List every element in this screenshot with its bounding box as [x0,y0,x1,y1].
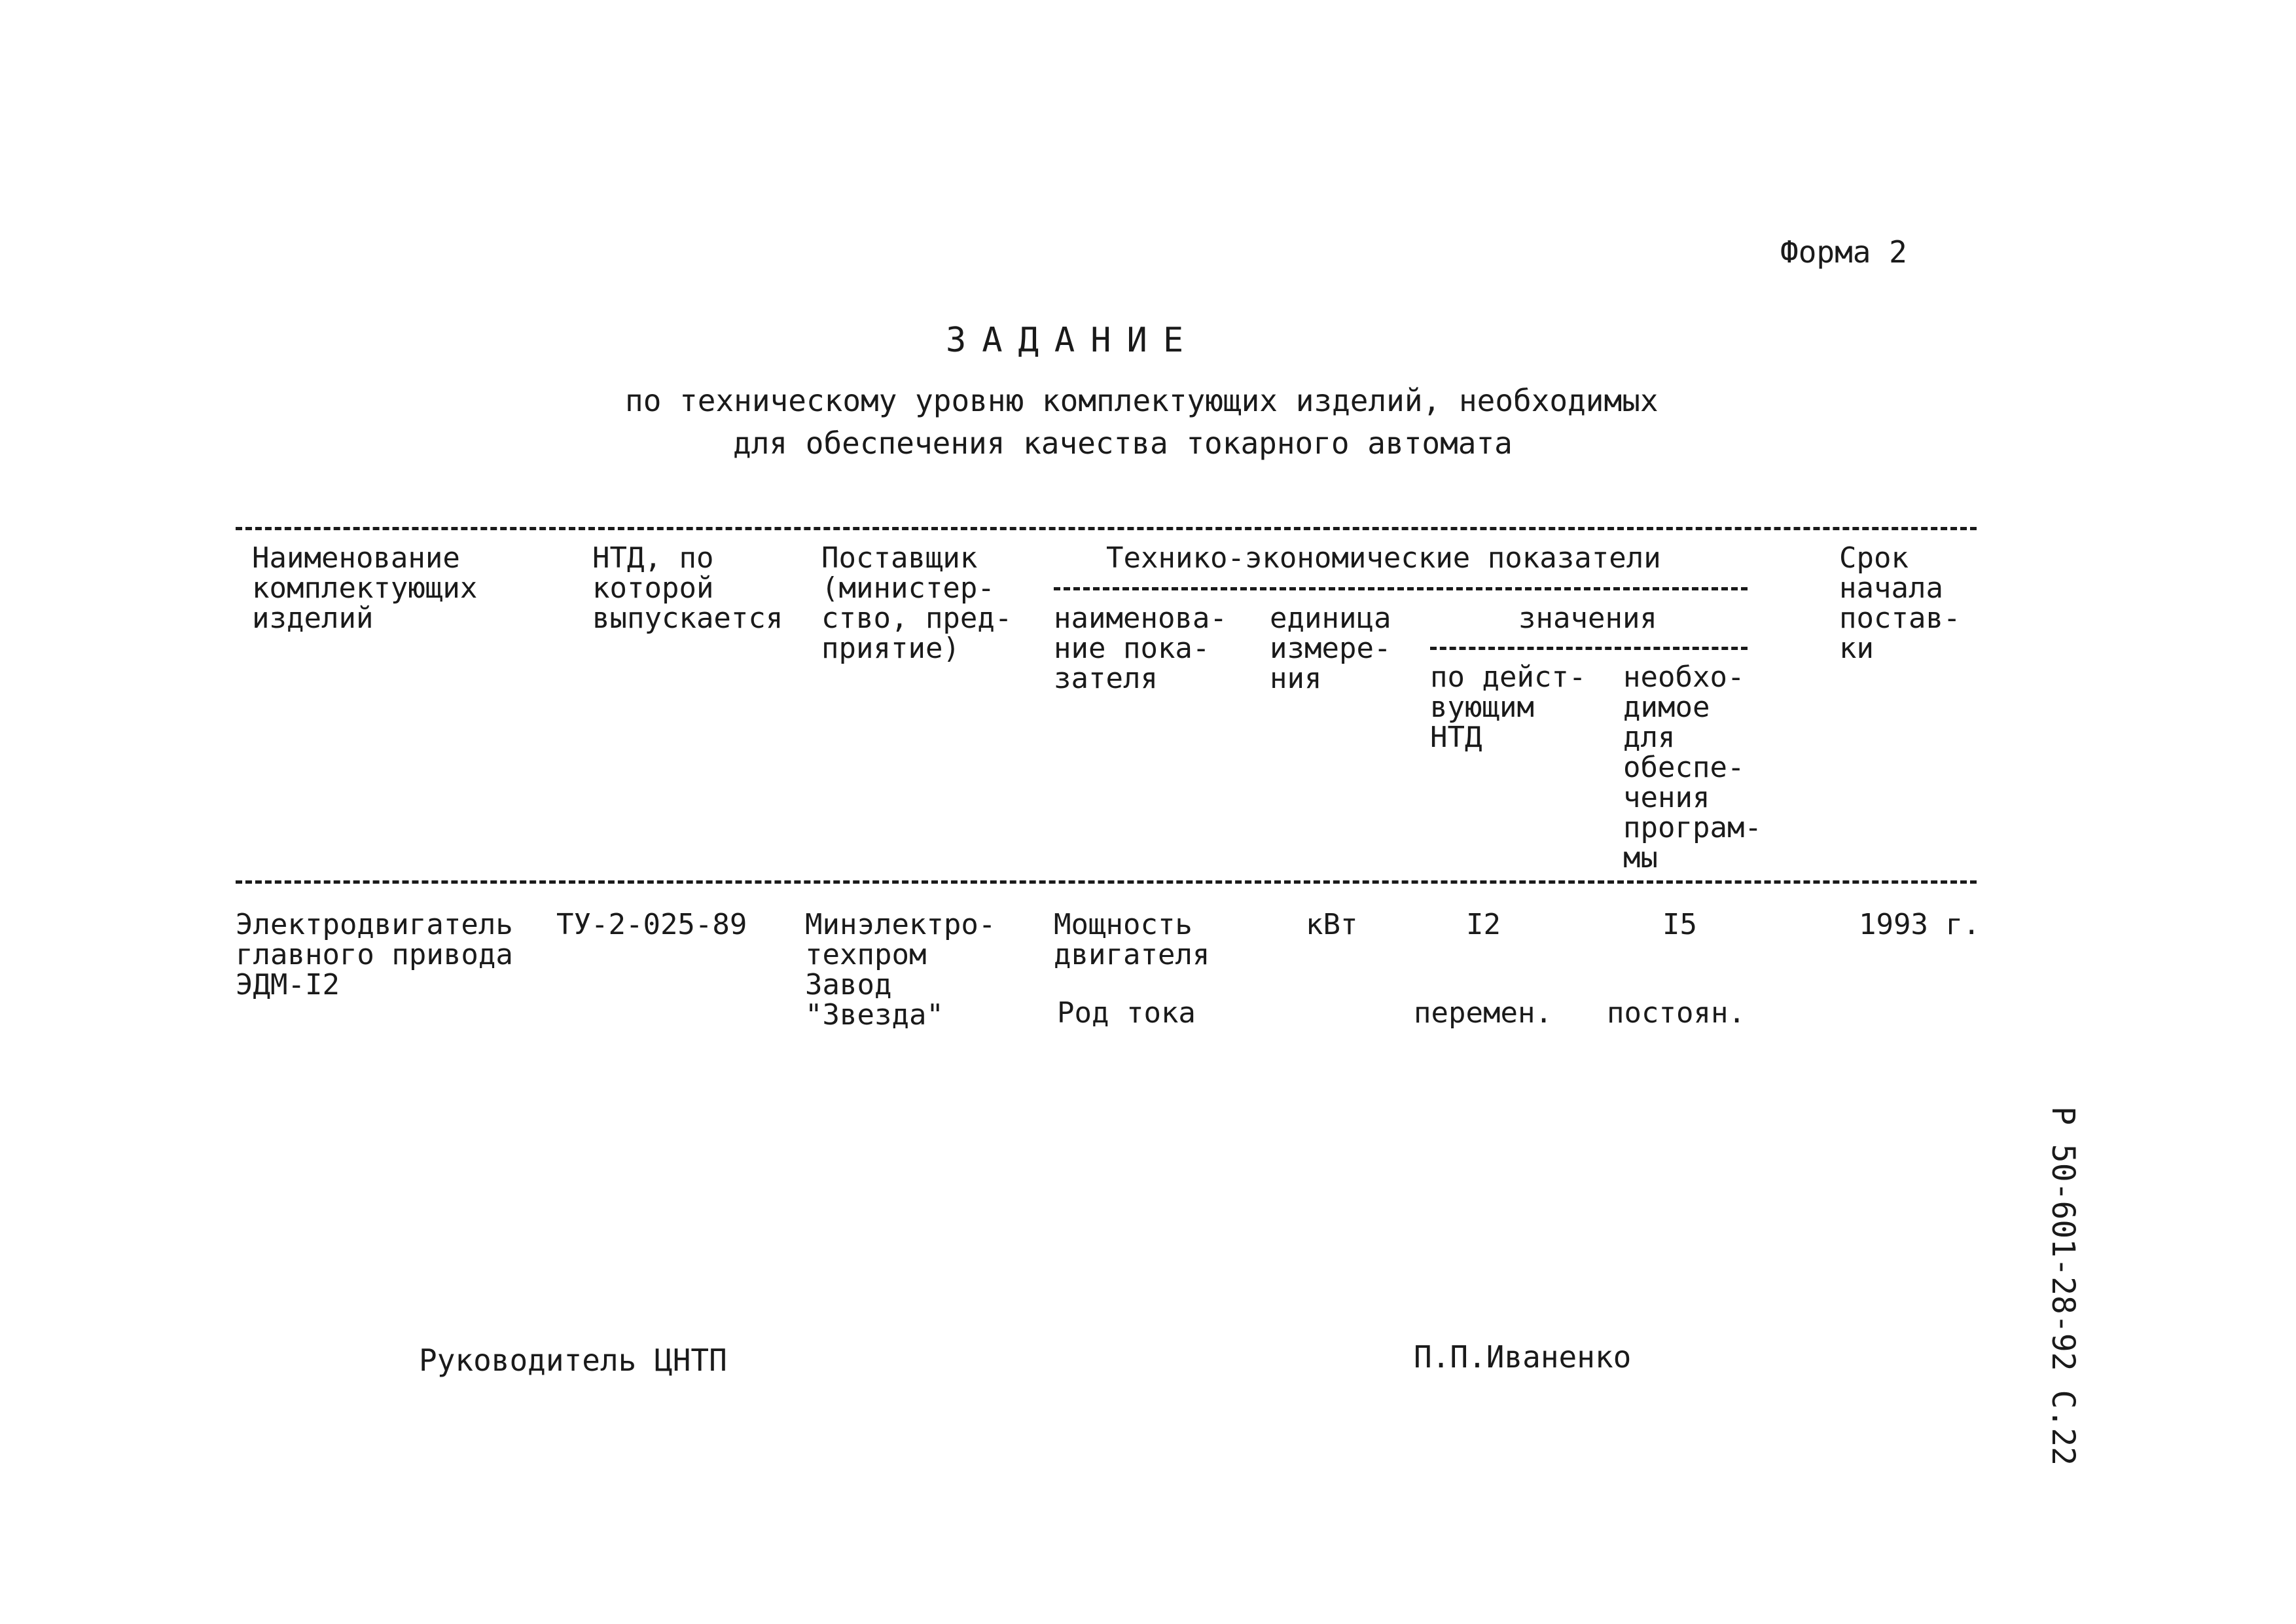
row-indicator-1: Мощность двигателя [1054,908,1210,971]
row-indicator-2: Род тока [1057,996,1196,1030]
form-label: Форма 2 [1780,234,1907,270]
row-start: 1993 г. [1859,908,1981,941]
row-required-2: постоян. [1607,996,1746,1030]
header-bottom-rule [236,880,1977,884]
header-values-group: значения [1518,602,1657,635]
header-indicator-name: наименова- ние пока- зателя [1054,602,1227,695]
subtitle-line-1: по техническому уровню комплектующих изделий, необходимых [625,383,1659,418]
header-current: по дейст- вующим НТД [1430,660,1587,754]
document-title: ЗАДАНИЕ [946,321,1200,360]
row-current-1: I2 [1466,908,1501,941]
row-unit-1: кВт [1306,908,1358,941]
header-required: необхо- димое для обеспе- чения програм- мы [1623,660,1762,875]
row-ntd: ТУ-2-025-89 [556,908,747,941]
header-tech-group: Технико-экономические показатели [1106,541,1661,575]
row-name: Электродвигатель главного привода ЭДМ-I2 [236,908,513,1001]
header-ntd: НТД, по которой выпускается [592,541,783,635]
row-required-1: I5 [1662,908,1697,941]
header-tech-rule [1054,587,1748,590]
header-start: Срок начала постав- ки [1839,541,1961,665]
row-current-2: перемен. [1414,996,1552,1030]
signature-name: П.П.Иваненко [1414,1339,1632,1375]
subtitle-line-2: для обеспечения качества токарного автомата [733,425,1513,461]
header-values-rule [1430,647,1748,650]
header-name: Наименование комплектующих изделий [252,541,478,635]
side-document-code: Р 50-601-28-92 С.22 [2045,1106,2081,1466]
header-supplier: Поставщик (министер- ство, пред- приятие) [821,541,1013,665]
header-unit: единица измере- ния [1270,602,1391,695]
row-supplier: Минэлектро- техпром Завод "Звезда" [805,908,996,1032]
signature-role: Руководитель ЦНТП [419,1343,727,1378]
table-top-rule [236,527,1977,530]
